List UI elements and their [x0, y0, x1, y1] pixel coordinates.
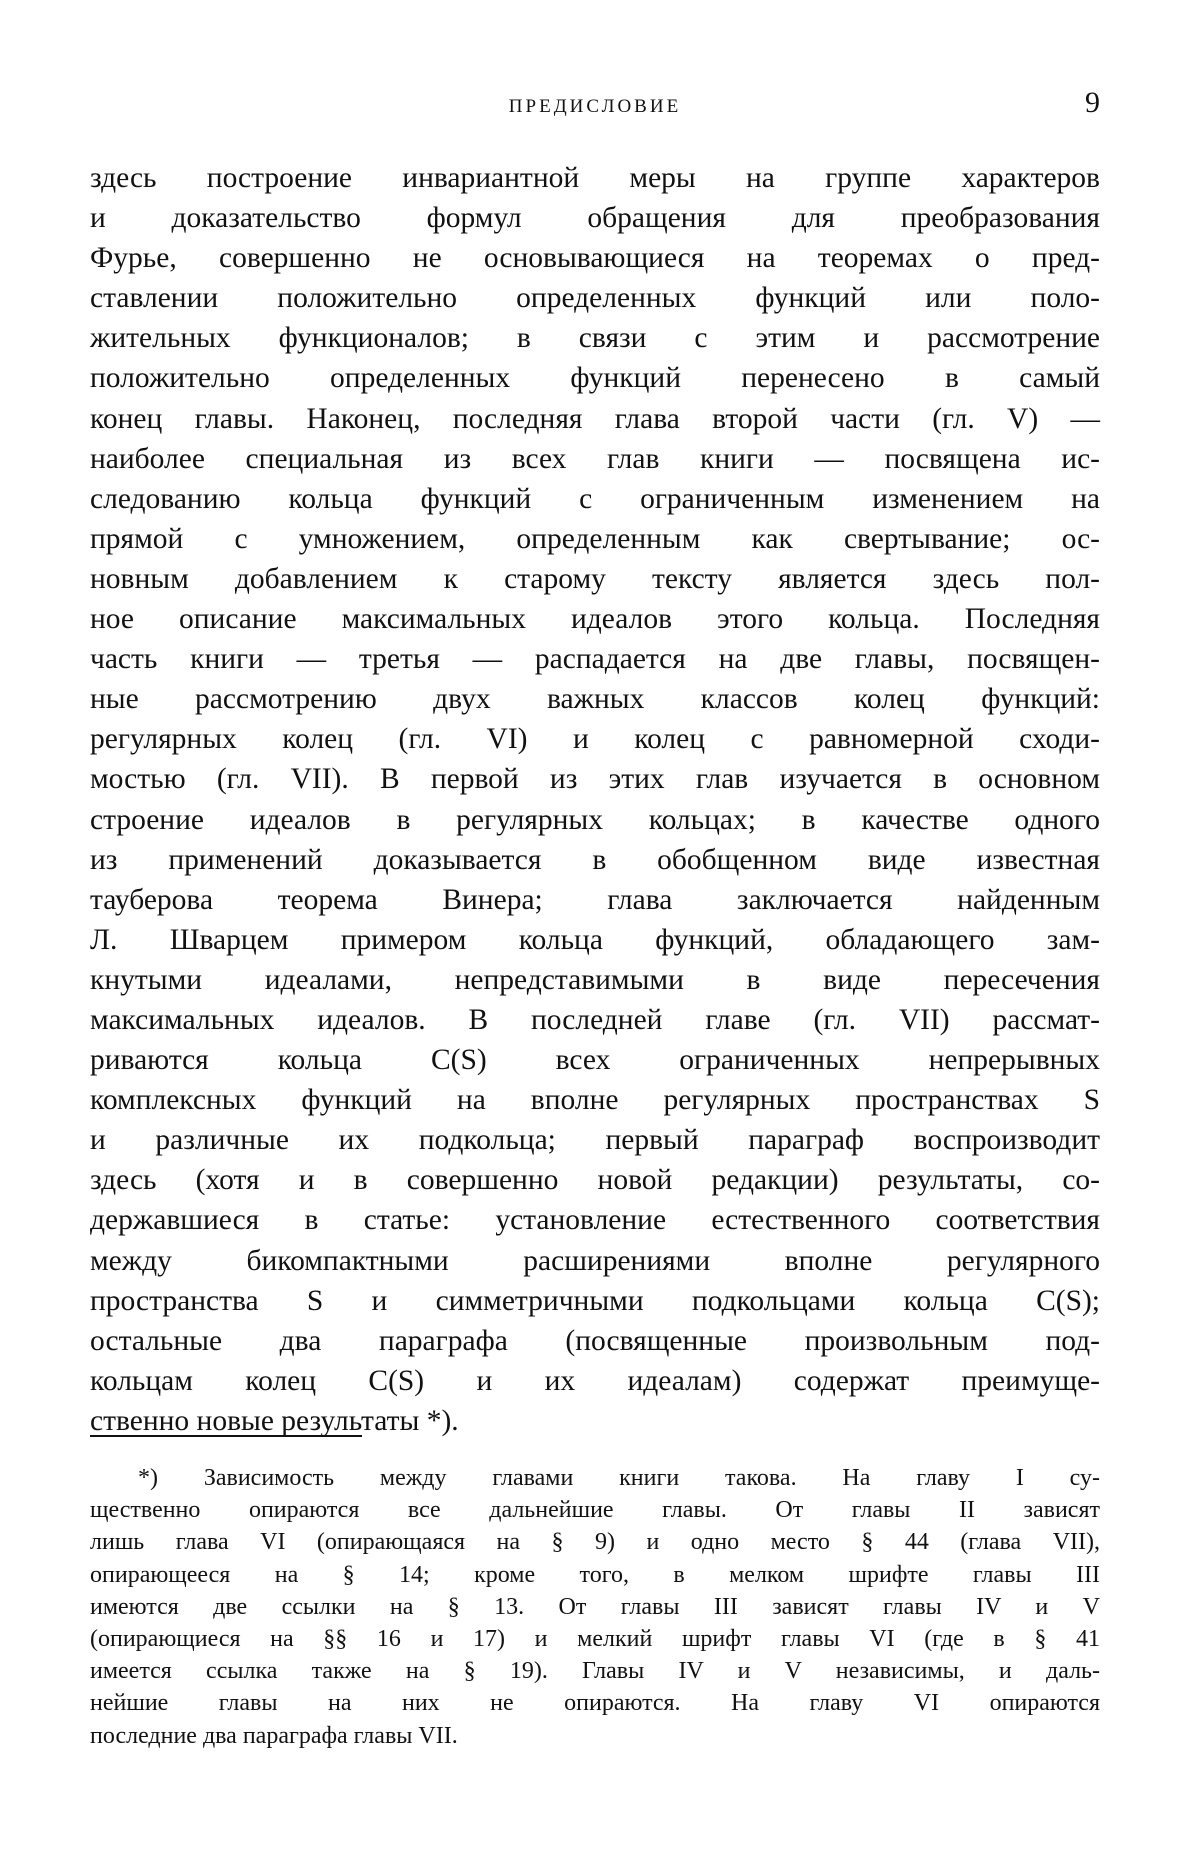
text-line: положительно определенных функций перенесено в самый [90, 362, 1100, 395]
text-line: строение идеалов в регулярных кольцах; в качестве одного [90, 803, 1100, 836]
footnote-line: (опирающиеся на §§ 16 и 17) и мелкий шрифт главы VI (где в § 41 [90, 1625, 1100, 1652]
text-line: ставлении положительно определенных функций или поло- [90, 282, 1100, 315]
text-line: конец главы. Наконец, последняя глава второй части (гл. V) — [90, 402, 1100, 435]
text-line: жительных функционалов; в связи с этим и рассмотрение [90, 322, 1100, 355]
text-line: наиболее специальная из всех глав книги — посвящена ис- [90, 442, 1100, 475]
footnote-line: имеется ссылка также на § 19). Главы IV и V независимы, и даль- [90, 1658, 1100, 1685]
text-line: мостью (гл. VII). В первой из этих глав изучается в основном [90, 763, 1100, 796]
footnote [90, 1462, 1100, 1752]
footnote-line: имеются две ссылки на § 13. От главы III зависят главы IV и V [90, 1593, 1100, 1620]
page-number: 9 [1085, 86, 1100, 119]
text-line: здесь построение инвариантной меры на группе характеров [90, 162, 1100, 194]
running-head [90, 88, 1100, 128]
footnote-line: нейшие главы на них не опираются. На главу VI опираются [90, 1690, 1100, 1717]
text-line: ственно новые результаты *). [90, 1404, 459, 1437]
text-line: Л. Шварцем примером кольца функций, обладающего зам- [90, 923, 1100, 956]
text-line: между бикомпактными расширениями вполне регулярного [90, 1244, 1100, 1277]
text-line: часть книги — третья — распадается на две главы, посвящен- [90, 643, 1100, 676]
text-line: максимальных идеалов. В последней главе (гл. VII) рассмат- [90, 1003, 1100, 1036]
footnote-rule [90, 1435, 362, 1437]
text-line: ное описание максимальных идеалов этого кольца. Последняя [90, 603, 1100, 636]
footnote-line: лишь глава VI (опирающаяся на § 9) и одно место § 44 (глава VII), [90, 1529, 1100, 1556]
text-line: здесь (хотя и в совершенно новой редакции) результаты, со- [90, 1164, 1100, 1197]
text-line: риваются кольца C(S) всех ограниченных непрерывных [90, 1044, 1100, 1077]
text-line: новным добавлением к старому тексту является здесь пол- [90, 562, 1100, 595]
text-line: Фурье, совершенно не основывающиеся на теоремах о пред- [90, 242, 1100, 275]
running-title: ПРЕДИСЛОВИЕ [508, 96, 682, 117]
text-line: остальные два параграфа (посвященные произвольным под- [90, 1324, 1100, 1357]
text-line: регулярных колец (гл. VI) и колец с равномерной сходи- [90, 723, 1100, 756]
footnote-line: щественно опираются все дальнейшие главы. От главы II зависят [90, 1497, 1100, 1524]
footnote-line: последние два параграфа главы VII. [90, 1722, 458, 1749]
footnote-line: опирающееся на § 14; кроме того, в мелком шрифте главы III [90, 1561, 1100, 1588]
text-line: из применений доказывается в обобщенном виде известная [90, 843, 1100, 876]
text-line: следованию кольца функций с ограниченным изменением на [90, 482, 1100, 515]
text-line: ные рассмотрению двух важных классов колец функций: [90, 683, 1100, 716]
main-text [90, 158, 1100, 1441]
text-line: кольцам колец C(S) и их идеалам) содержат преимуще- [90, 1364, 1100, 1397]
text-line: державшиеся в статье: установление естественного соответствия [90, 1204, 1100, 1237]
text-line: тауберова теорема Винера; глава заключается найденным [90, 883, 1100, 916]
text-line: прямой с умножением, определенным как свертывание; ос- [90, 522, 1100, 555]
footnote-line: *) Зависимость между главами книги такова. На главу I су- [138, 1465, 1100, 1491]
text-line: и различные их подкольца; первый параграф воспроизводит [90, 1124, 1100, 1157]
text-line: и доказательство формул обращения для преобразования [90, 202, 1100, 235]
text-line: пространства S и симметричными подкольцами кольца C(S); [90, 1284, 1100, 1317]
text-line: кнутыми идеалами, непредставимыми в виде пересечения [90, 963, 1100, 996]
text-line: комплексных функций на вполне регулярных пространствах S [90, 1084, 1100, 1117]
